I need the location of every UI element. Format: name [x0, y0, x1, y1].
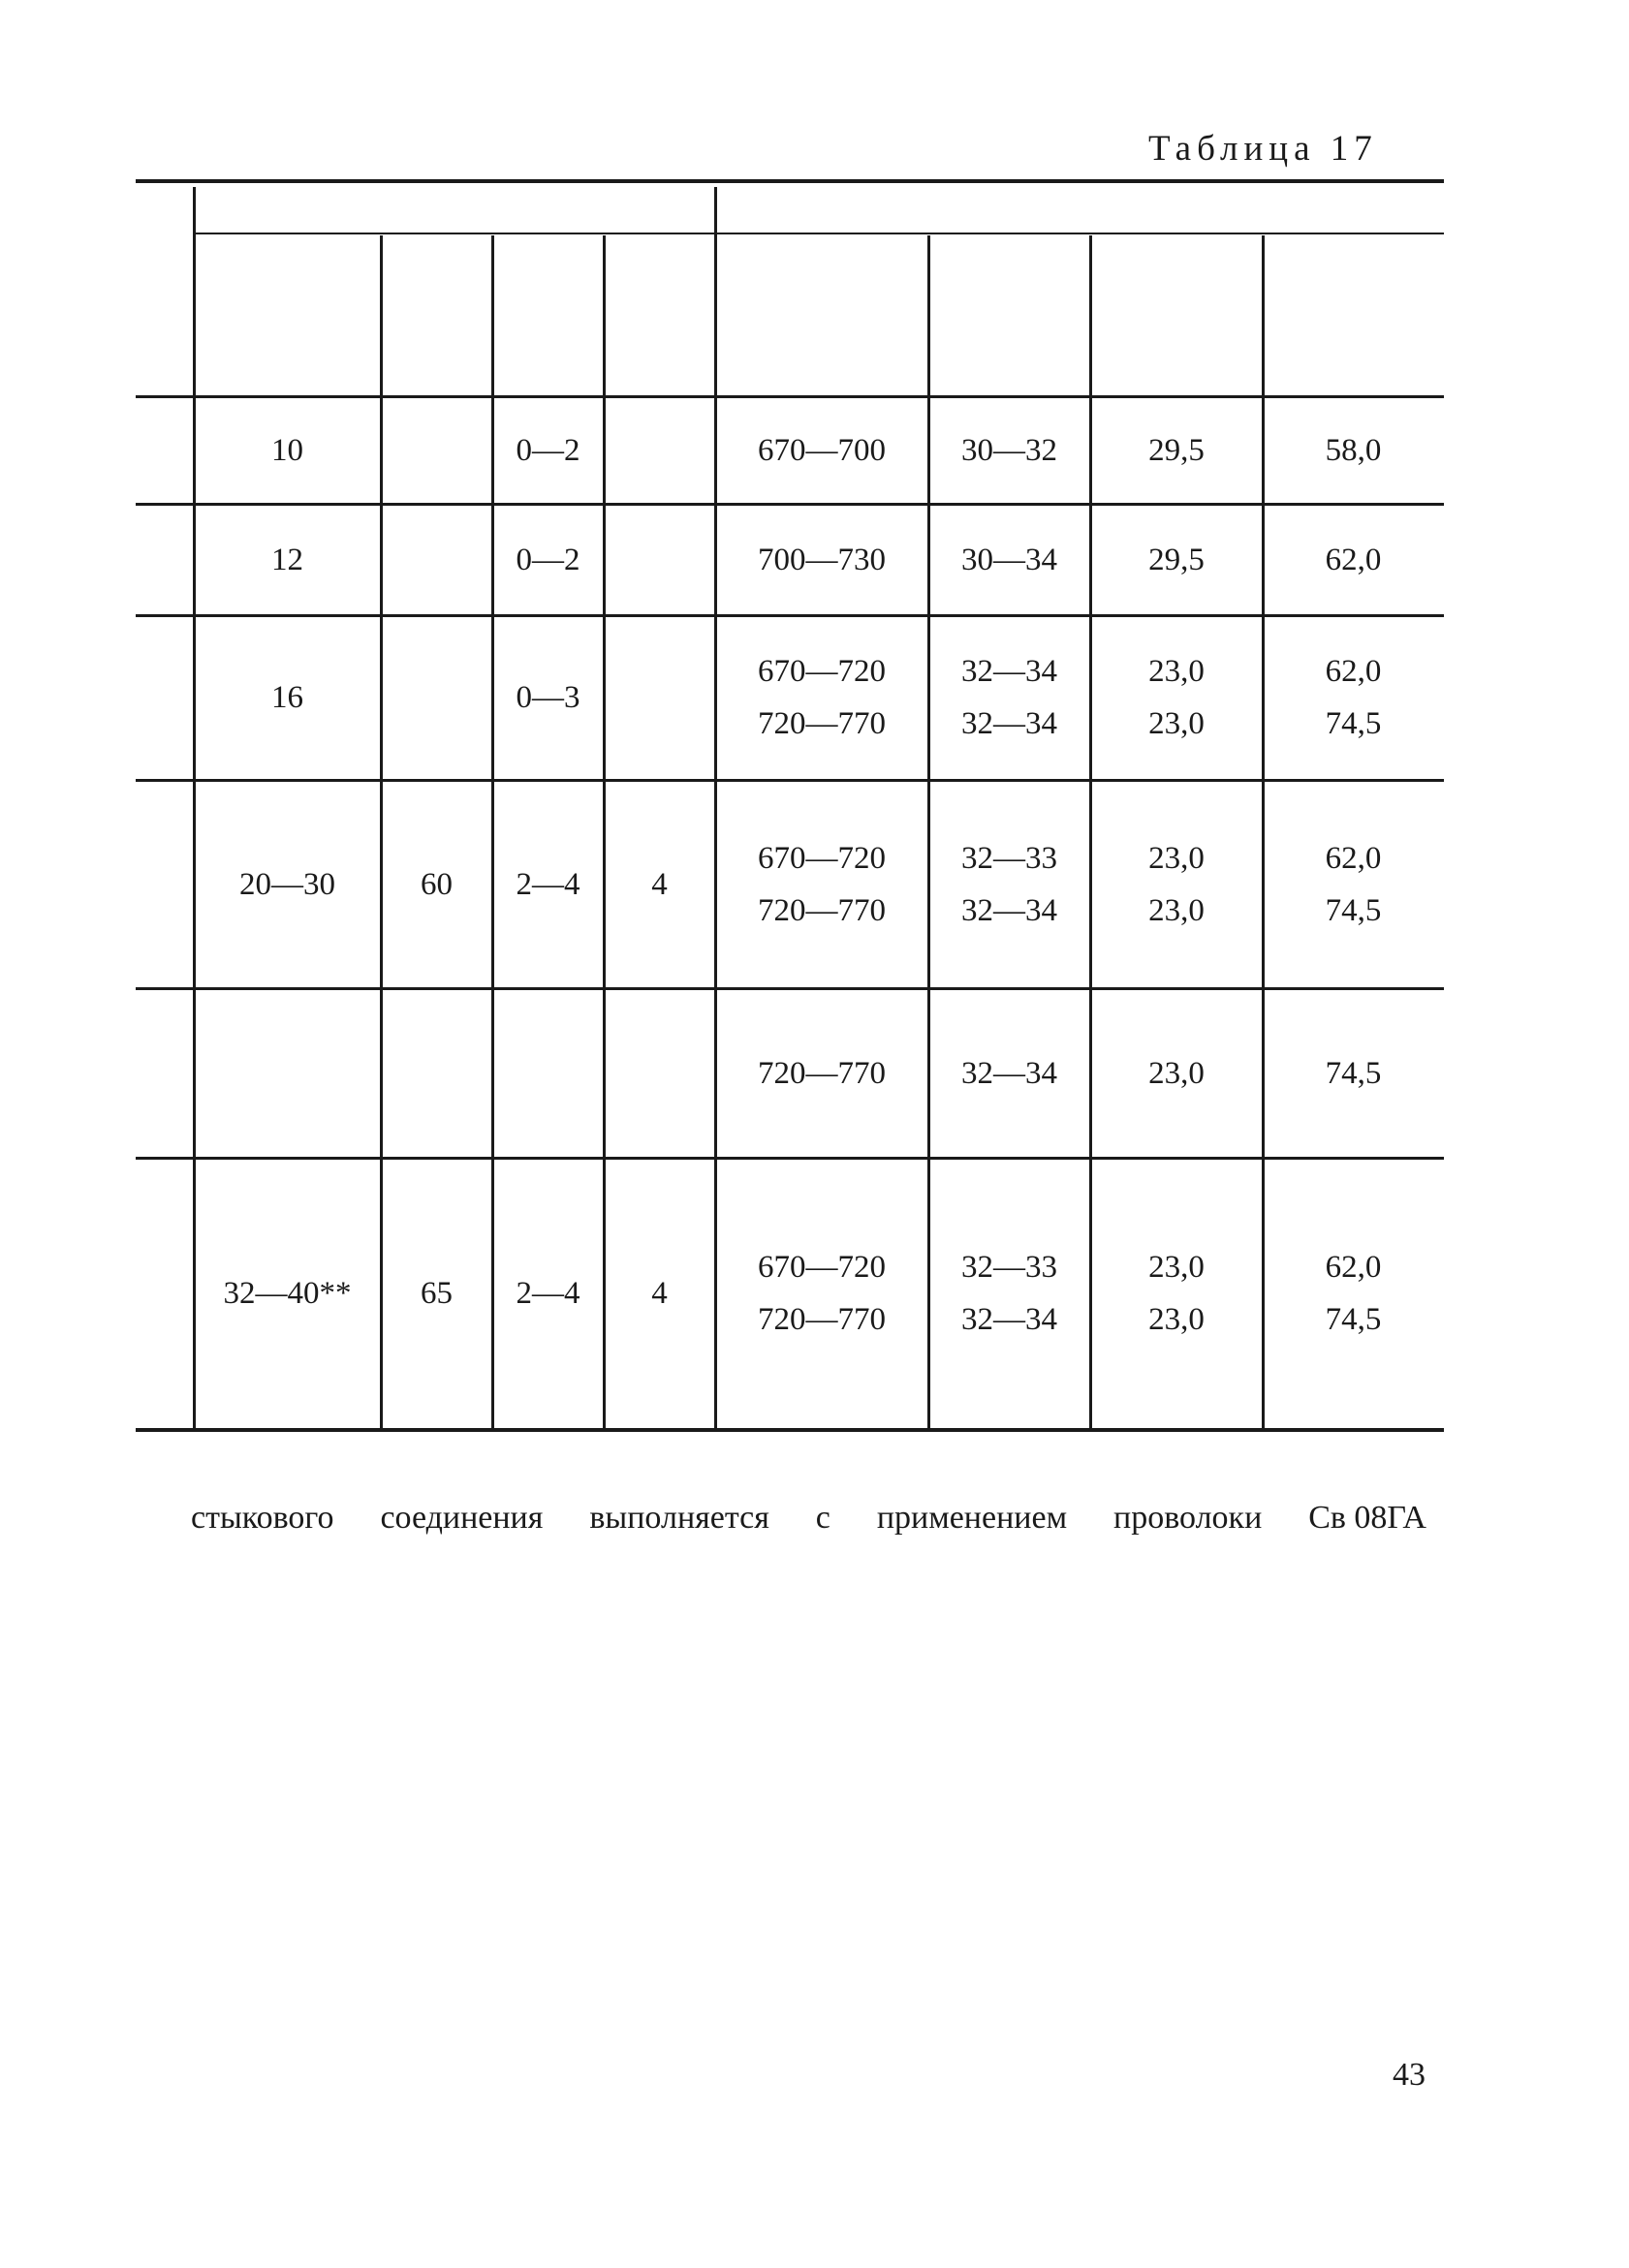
table-cell	[715, 615, 928, 780]
cell-line: 670—700	[758, 433, 886, 468]
cell-line: 23,0	[1148, 654, 1205, 689]
table-cell	[1090, 397, 1263, 504]
table-cell	[715, 780, 928, 988]
table-cell	[1090, 780, 1263, 988]
table-cell	[1263, 1158, 1444, 1429]
text-word: выполняется	[589, 1500, 769, 1536]
table-cell	[492, 988, 604, 1158]
table-cell	[1263, 504, 1444, 615]
cell-line: 670—720	[758, 654, 886, 689]
cell-line: 670—720	[758, 840, 886, 876]
table-cell	[1263, 615, 1444, 780]
cell-line: 720—770	[758, 1302, 886, 1337]
column-header-4	[608, 235, 711, 393]
header-group-modes	[715, 179, 1444, 233]
cell-line: 23,0	[1148, 1250, 1205, 1285]
header-group-sizes	[194, 179, 715, 233]
cell-value: 4	[651, 866, 668, 902]
table-cell	[928, 397, 1090, 504]
column-header-5	[719, 235, 924, 393]
cell-line: 23,0	[1148, 706, 1205, 741]
table-cell	[1263, 397, 1444, 504]
column-header-3	[496, 235, 600, 393]
column-header-2	[385, 235, 488, 393]
column-header-6	[932, 235, 1086, 393]
cell-value: 10	[271, 433, 303, 468]
cell-value: 12	[271, 542, 303, 577]
table-cell	[194, 397, 381, 504]
text-word: применением	[876, 1500, 1068, 1536]
table-cell	[1263, 988, 1444, 1158]
cell-line: 23,0	[1148, 840, 1205, 876]
table-cell	[194, 780, 381, 988]
table-cell	[1090, 988, 1263, 1158]
cell-value: 0—2	[516, 542, 580, 577]
table-cell	[604, 615, 715, 780]
cell-line: 74,5	[1325, 1055, 1382, 1091]
table-cell	[1263, 780, 1444, 988]
table-cell	[604, 1158, 715, 1429]
cell-line: 23,0	[1148, 1055, 1205, 1091]
table-cell	[928, 615, 1090, 780]
cell-line: 23,0	[1148, 892, 1205, 928]
cell-line: 32—34	[961, 654, 1057, 689]
cell-line: 720—770	[758, 1055, 886, 1091]
table-cell	[928, 780, 1090, 988]
table-cell	[715, 504, 928, 615]
table-cell	[715, 1158, 928, 1429]
table-cell	[492, 397, 604, 504]
column-header-8	[1267, 235, 1440, 393]
cell-value: 2—4	[516, 866, 580, 902]
cell-line: 32—34	[961, 1302, 1057, 1337]
cell-value: 4	[651, 1276, 668, 1311]
table-cell	[604, 504, 715, 615]
cell-value: 32—40**	[223, 1276, 352, 1311]
table-cell	[604, 780, 715, 988]
table-cell	[381, 988, 492, 1158]
table-cell	[492, 504, 604, 615]
cell-value: 60	[421, 866, 453, 902]
cell-line: 62,0	[1325, 654, 1382, 689]
cell-value: 0—3	[516, 680, 580, 715]
cell-value: 2—4	[516, 1276, 580, 1311]
cell-line: 29,5	[1148, 542, 1205, 577]
table-cell	[1090, 615, 1263, 780]
table-cell	[194, 615, 381, 780]
cell-line: 32—34	[961, 706, 1057, 741]
cell-line: 62,0	[1325, 542, 1382, 577]
cell-value: 65	[421, 1276, 453, 1311]
table-cell	[928, 1158, 1090, 1429]
continuation-text	[191, 1500, 1426, 1537]
table-cell	[381, 615, 492, 780]
table-cell	[492, 780, 604, 988]
cell-line: 62,0	[1325, 840, 1382, 876]
table-cell	[381, 504, 492, 615]
cell-value: 0—2	[516, 433, 580, 468]
table-cell	[1090, 504, 1263, 615]
table-cell	[1090, 1158, 1263, 1429]
table-cell	[381, 397, 492, 504]
table-cell	[492, 1158, 604, 1429]
table-cell	[381, 1158, 492, 1429]
cell-line: 32—34	[961, 1055, 1057, 1091]
text-word: с	[815, 1500, 830, 1536]
cell-line: 670—720	[758, 1250, 886, 1285]
table-cell	[194, 1158, 381, 1429]
text-word: проволоки	[1113, 1500, 1263, 1536]
table-cell	[715, 397, 928, 504]
text-word: соединения	[380, 1500, 544, 1536]
column-header-1	[198, 235, 377, 393]
cell-line: 32—33	[961, 840, 1057, 876]
header-group-rule-modes	[715, 233, 1444, 234]
table-cell	[928, 988, 1090, 1158]
cell-value: 16	[271, 680, 303, 715]
welding-modes-table	[136, 179, 1444, 1429]
cell-line: 74,5	[1325, 1302, 1382, 1337]
cell-value: 20—30	[239, 866, 335, 902]
table-cell	[604, 988, 715, 1158]
cell-line: 23,0	[1148, 1302, 1205, 1337]
table-cell	[928, 504, 1090, 615]
cell-line: 700—730	[758, 542, 886, 577]
table-caption: Таблица 17	[1148, 129, 1378, 169]
header-group-rule-sizes	[194, 233, 715, 234]
cell-line: 29,5	[1148, 433, 1205, 468]
cell-line: 32—33	[961, 1250, 1057, 1285]
table-cell	[381, 780, 492, 988]
cell-line: 30—32	[961, 433, 1057, 468]
cell-line: 74,5	[1325, 892, 1382, 928]
cell-line: 62,0	[1325, 1250, 1382, 1285]
text-word: стыкового	[191, 1500, 334, 1536]
table-cell	[715, 988, 928, 1158]
cell-line: 32—34	[961, 892, 1057, 928]
cell-line: 30—34	[961, 542, 1057, 577]
table-cell	[492, 615, 604, 780]
cell-line: 74,5	[1325, 706, 1382, 741]
table-cell	[604, 397, 715, 504]
table-cell	[194, 988, 381, 1158]
cell-line: 720—770	[758, 892, 886, 928]
column-header-7	[1094, 235, 1259, 393]
page-number: 43	[1393, 2057, 1425, 2093]
cell-line: 58,0	[1325, 433, 1382, 468]
table-cell	[194, 504, 381, 615]
text-word: Св 08ГА	[1308, 1500, 1426, 1536]
cell-line: 720—770	[758, 706, 886, 741]
